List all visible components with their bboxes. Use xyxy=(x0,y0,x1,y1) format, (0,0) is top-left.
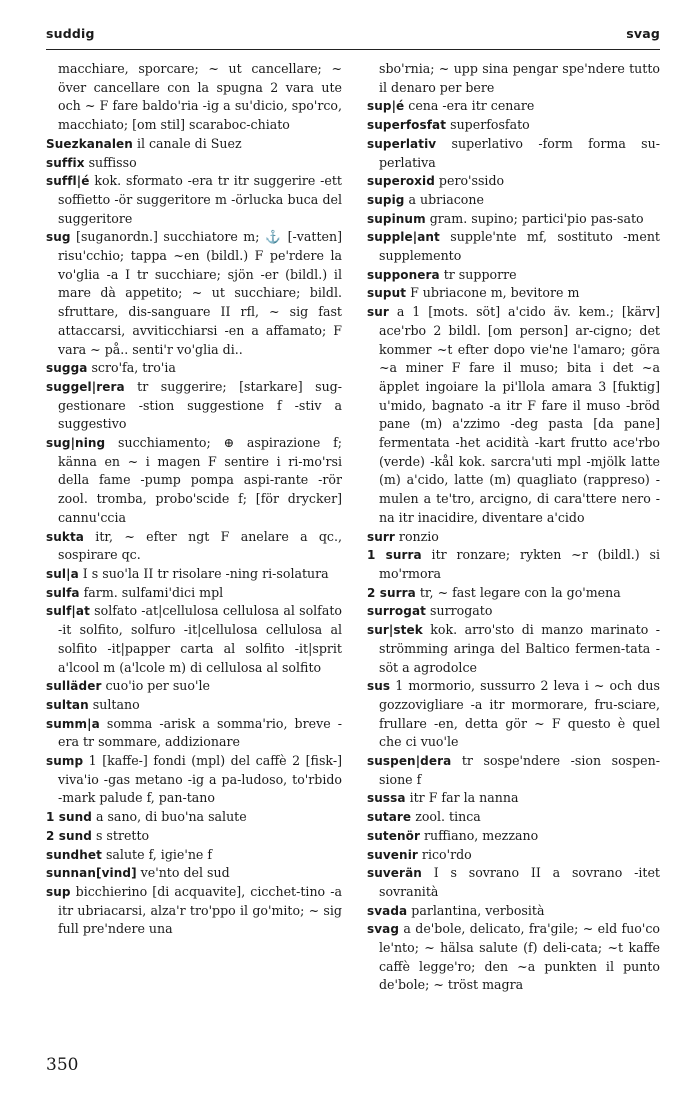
dictionary-entry xyxy=(46,864,342,883)
dictionary-entry xyxy=(367,827,660,846)
dictionary-entry xyxy=(367,920,660,995)
entry-definition: parlantina, verbosità xyxy=(407,902,545,918)
entry-definition: tr, ~ fast legare con la go'mena xyxy=(415,584,621,600)
dictionary-entry xyxy=(367,846,660,865)
entry-headword: sup|é xyxy=(367,99,405,114)
entry-definition: il canale di Suez xyxy=(132,135,242,151)
dictionary-entry xyxy=(46,584,342,603)
dictionary-entry xyxy=(367,752,660,789)
entry-definition: 1 mormorio, sussurro 2 leva i ~ och dus gozzovigliare -a itr mormorare, fru-sciare, frullare -en, detta gör ~ F questo è quel che ci vuo'le xyxy=(379,678,660,750)
entry-headword: sutare xyxy=(367,810,412,825)
entry-definition: pero'ssido xyxy=(434,173,505,189)
entry-definition: a ubriacone xyxy=(404,191,484,207)
entry-headword: sunnan[vind] xyxy=(46,866,137,881)
dictionary-entry xyxy=(46,378,342,434)
entry-definition: zool. tinca xyxy=(411,809,481,825)
entry-definition: itr, ~ efter ngt F anelare a qc., sospirare qc. xyxy=(58,528,342,563)
dictionary-entry xyxy=(46,602,342,677)
dictionary-entry xyxy=(367,602,660,621)
dictionary-entry xyxy=(367,902,660,921)
dictionary-entry xyxy=(367,266,660,285)
entry-headword: sup xyxy=(46,884,71,899)
dictionary-entry xyxy=(367,677,660,752)
entry-headword: supple|ant xyxy=(367,230,440,245)
dictionary-entry xyxy=(46,677,342,696)
entry-headword: suput xyxy=(367,286,407,301)
dictionary-entry xyxy=(46,359,342,378)
entry-definition: surrogato xyxy=(426,603,493,619)
entry-definition: ronzio xyxy=(394,528,439,544)
entry-headword: suspen|dera xyxy=(367,754,452,769)
guide-word-last: svag xyxy=(626,26,660,41)
dictionary-entry xyxy=(367,621,660,677)
entry-headword: svag xyxy=(367,922,400,937)
entry-headword: sundhet xyxy=(46,847,102,862)
entry-headword: 2 surra xyxy=(367,585,416,600)
entry-headword: supponera xyxy=(367,267,440,282)
dictionary-entry xyxy=(367,135,660,172)
running-header xyxy=(46,26,660,44)
dictionary-entry xyxy=(46,808,342,827)
entry-definition: sultano xyxy=(88,696,140,712)
entry-headword: sur xyxy=(367,305,389,320)
entry-definition: a de'bole, delicato, fra'gile; ~ eld fuo'co le'nto; ~ hälsa salute (f) deli-cata; ~t kaffe caffè legge'ro; den ~a punkten il punto de'bole; ~ tröst magra xyxy=(379,921,660,993)
entry-definition: ve'nto del sud xyxy=(136,865,230,881)
header-rule xyxy=(46,49,660,50)
entry-definition: kok. arro'sto di manzo marinato -strömming aringa del Baltico fermen-tata -söt a agrodolce xyxy=(379,622,660,675)
dictionary-entry xyxy=(46,715,342,752)
dictionary-entry xyxy=(46,846,342,865)
dictionary-entry xyxy=(367,210,660,229)
entry-definition: supple'nte mf, sostituto -ment supplemento xyxy=(379,229,660,264)
entry-headword: suvenir xyxy=(367,847,418,862)
left-column xyxy=(46,60,342,1060)
dictionary-entry xyxy=(46,60,342,135)
entry-headword: sur|stek xyxy=(367,623,423,638)
entry-definition: scro'fa, tro'ia xyxy=(87,360,176,376)
dictionary-entry xyxy=(367,546,660,583)
entry-headword: summ|a xyxy=(46,716,100,731)
entry-headword: suffl|é xyxy=(46,174,90,189)
entry-definition: bicchierino [di acquavite], cicchet-tino -a itr ubriacarsi, alza'r tro'ppo il go'mito; ~ sig full pre'ndere una xyxy=(58,883,342,937)
guide-word-first: suddig xyxy=(46,26,95,41)
dictionary-entry xyxy=(367,528,660,547)
dictionary-entry xyxy=(46,565,342,584)
entry-definition: itr F far la nanna xyxy=(405,790,519,806)
dictionary-entry xyxy=(367,97,660,116)
entry-definition: [suganordn.] succhiatore m; ⚓ [-vatten] risu'cchio; tappa ~en (bildl.) F pe'rdere la vo'glia -a I tr succhiare; sjön -er (bildl.) il mare dà appetito; ~ ut succhiare; bildl. sfruttare, dis-sanguare II rfl, ~ sig fast attaccarsi, avviticchiarsi -en a affamato; F vara ~ på.. senti'r vo'glia di.. xyxy=(58,229,342,357)
entry-definition: F ubriacone m, bevitore m xyxy=(406,285,580,301)
entry-definition: macchiare, sporcare; ~ ut cancellare; ~ över cancellare con la spugna 2 vara ute och ~ F fare baldo'ria -ig a su'dicio, spo'rco, macchiato; [om stil] scaraboc-chiato xyxy=(58,61,342,133)
dictionary-entry xyxy=(46,528,342,565)
entry-definition: gram. supino; partici'pio pas-sato xyxy=(425,210,644,226)
entry-headword: sug xyxy=(46,230,71,245)
entry-definition: cena -era itr cenare xyxy=(404,98,535,114)
entry-definition: solfato -at|cellulosa cellulosa al solfato -it solfito, solfuro -it|cellulosa cellulosa al solfito -it|papper carta al solfito -it|sprit a'lcool m (a'lcole m) di cellulosa al solfito xyxy=(58,603,342,675)
page-number: 350 xyxy=(46,1055,79,1075)
dictionary-entry xyxy=(46,696,342,715)
dictionary-entry xyxy=(46,883,342,939)
entry-definition: a 1 [mots. söt] a'cido äv. kem.; [kärv] ace'rbo 2 bildl. [om person] ar-cigno; det kommer ~t efter dopo vie'ne l'amaro; göra ~a miner F fare il muso; bita i det ~a äpplet ingoiare la pi'llola amara 3 [fuktig] u'mido, bagnato -a itr F fare il muso -bröd pane (m) a'zzimo -deg pasta [da pane] fermentata -het acidità -kart frutto ace'rbo (verde) -kål kok. sarcra'uti mpl -mjölk latte (m) a'cido, latte (m) quagliato (rappreso) -mulen a te'tro, arcigno, di cara'ttere nero -na itr inacidire, diventare a'cido xyxy=(379,304,660,525)
entry-headword: supig xyxy=(367,192,405,207)
dictionary-entry xyxy=(367,116,660,135)
entry-headword: sump xyxy=(46,754,84,769)
entry-definition: tr sospe'ndere -sion sospen-sione f xyxy=(379,753,660,787)
dictionary-entry xyxy=(367,172,660,191)
dictionary-entry xyxy=(46,752,342,808)
entry-definition: somma -arisk a somma'rio, breve -era tr sommare, addizionare xyxy=(58,715,342,750)
entry-headword: sulläder xyxy=(46,679,102,694)
entry-headword: supinum xyxy=(367,211,426,226)
entry-definition: I s sovrano II a sovrano -itet sovranità xyxy=(379,865,660,899)
dictionary-entry xyxy=(46,228,342,359)
entry-headword: sulfa xyxy=(46,585,80,600)
entry-definition: a sano, di buo'na salute xyxy=(91,809,247,825)
dictionary-entry xyxy=(367,864,660,901)
entry-headword: svada xyxy=(367,903,408,918)
entry-headword: superlativ xyxy=(367,136,437,151)
entry-headword: sul|a xyxy=(46,566,79,581)
entry-definition: I s suo'la II tr risolare -ning ri-solatura xyxy=(78,565,329,581)
entry-definition: kok. sformato -era tr itr suggerire -ett soffietto -ör suggeritore m -örlucka buca del suggeritore xyxy=(58,173,342,226)
entry-headword: superoxid xyxy=(367,174,435,189)
entry-definition: tr supporre xyxy=(439,266,517,282)
entry-headword: suggel|rera xyxy=(46,379,125,394)
entry-headword: suverän xyxy=(367,866,422,881)
entry-headword: sukta xyxy=(46,529,84,544)
dictionary-entry xyxy=(46,827,342,846)
dictionary-entry xyxy=(367,584,660,603)
entry-headword: surr xyxy=(367,529,395,544)
entry-headword: sug|ning xyxy=(46,436,106,451)
entry-definition: tr suggerire; [starkare] sug-gestionare -stion suggestione f -stiv a suggestivo xyxy=(58,378,342,432)
entry-headword: sus xyxy=(367,679,391,694)
entry-headword: surrogat xyxy=(367,604,426,619)
entry-headword: suffix xyxy=(46,155,85,170)
dictionary-entry xyxy=(46,154,342,173)
dictionary-entry xyxy=(367,808,660,827)
dictionary-entry xyxy=(367,284,660,303)
entry-definition: salute f, igie'ne f xyxy=(101,846,213,862)
dictionary-entry xyxy=(367,191,660,210)
right-column xyxy=(367,60,660,1060)
entry-definition: farm. sulfami'dici mpl xyxy=(79,584,224,600)
entry-definition: superfosfato xyxy=(446,117,530,133)
entry-definition: ruffiano, mezzano xyxy=(419,827,539,843)
dictionary-entry xyxy=(46,135,342,154)
entry-definition: 1 [kaffe-] fondi (mpl) del caffè 2 [fisk-] viva'io -gas metano -ig a pa-ludoso, to'rbido -mark palude f, pan-tano xyxy=(58,753,342,806)
dictionary-entry xyxy=(367,789,660,808)
entry-definition: superlativo -form forma su-perlativa xyxy=(379,135,660,170)
entry-headword: sulf|at xyxy=(46,604,90,619)
entry-definition: rico'rdo xyxy=(417,846,472,862)
entry-headword: sugga xyxy=(46,361,88,376)
dictionary-entry xyxy=(367,303,660,527)
entry-definition: succhiamento; ⊕ aspirazione f; känna en ~ i magen F sentire i ri-mo'rsi della fame -pump pompa aspi-rante -rör zool. tromba, probo'scide f; [för drycker] cannu'ccia xyxy=(58,435,342,525)
entry-definition: s stretto xyxy=(91,827,150,843)
entry-headword: sultan xyxy=(46,697,89,712)
entry-headword: 2 sund xyxy=(46,828,92,843)
dictionary-entry xyxy=(367,228,660,265)
entry-headword: superfosfat xyxy=(367,118,447,133)
entry-headword: sutenör xyxy=(367,828,420,843)
entry-headword: Suezkanalen xyxy=(46,136,133,151)
dictionary-entry xyxy=(46,172,342,228)
entry-definition: cuo'io per suo'le xyxy=(101,678,210,694)
entry-headword: 1 sund xyxy=(46,810,92,825)
dictionary-entry xyxy=(367,60,660,97)
entry-definition: sbo'rnia; ~ upp sina pengar spe'ndere tutto il denaro per bere xyxy=(379,61,660,95)
dictionary-entry xyxy=(46,434,342,528)
entry-headword: 1 surra xyxy=(367,548,422,563)
entry-definition: suffisso xyxy=(84,154,137,170)
entry-headword: sussa xyxy=(367,791,406,806)
entry-definition: itr ronzare; rykten ~r (bildl.) si mo'rmora xyxy=(379,547,660,581)
